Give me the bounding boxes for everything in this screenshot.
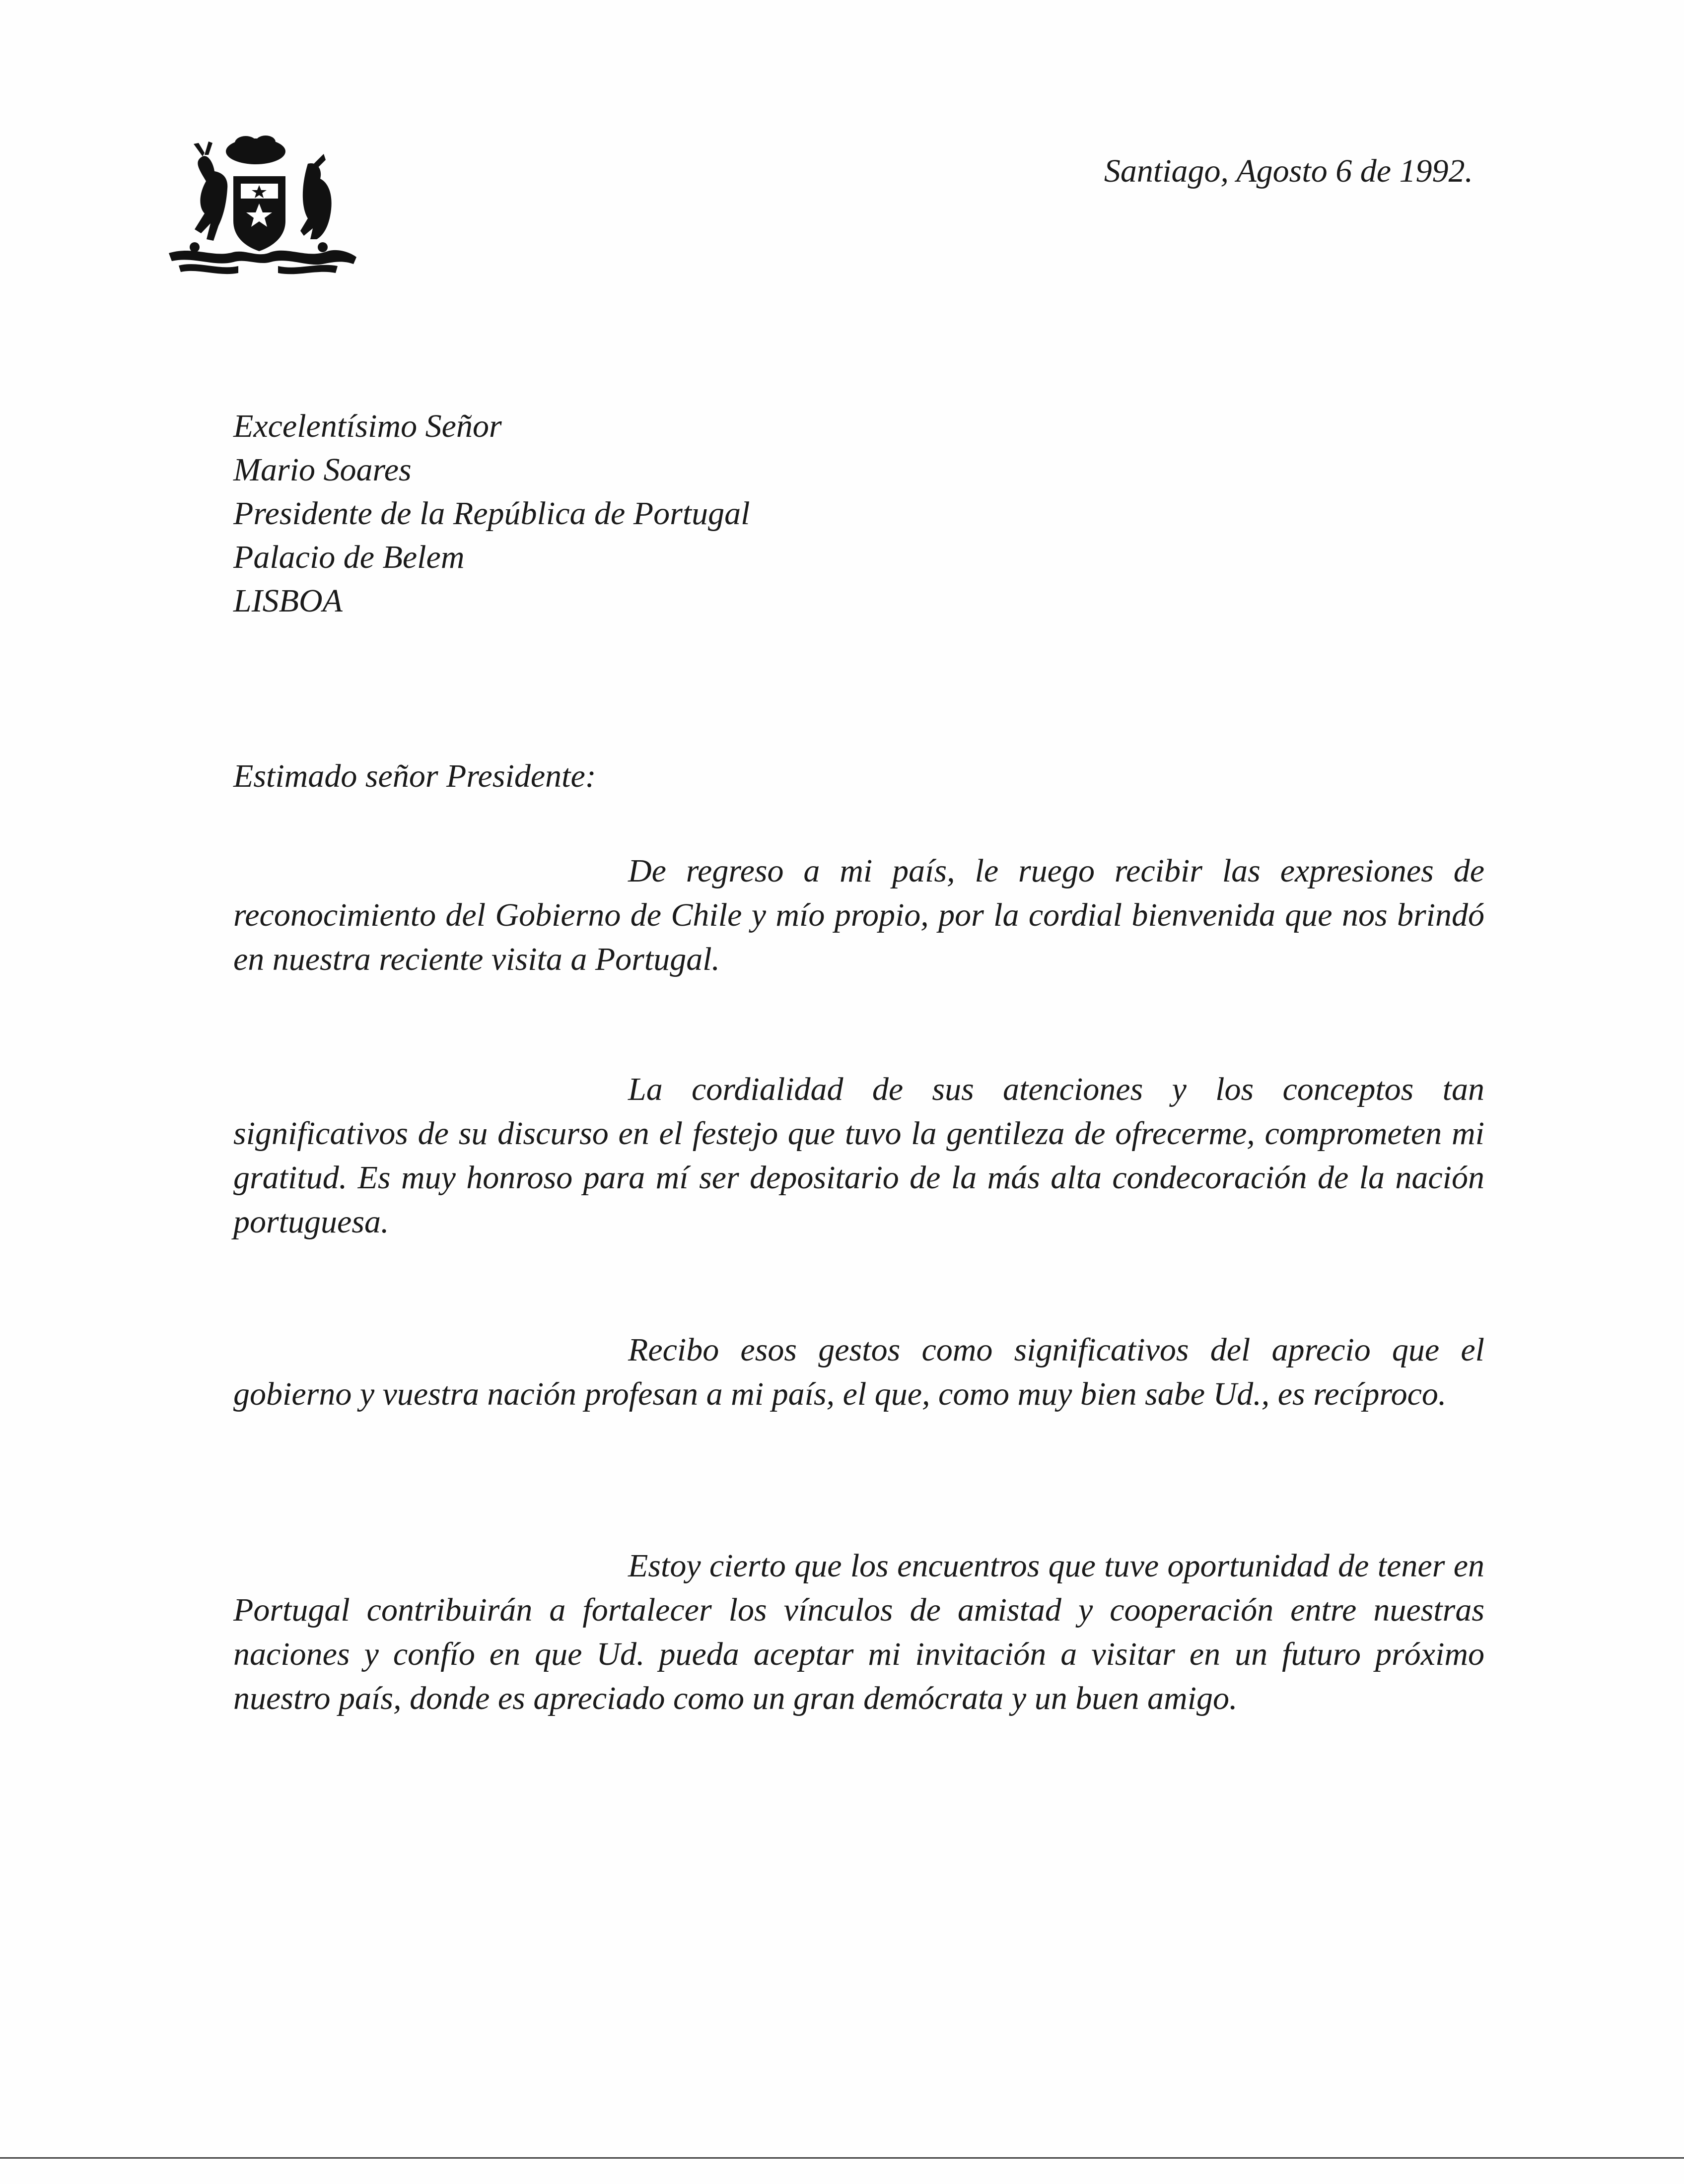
body-paragraph-3: Recibo esos gestos como significativos del aprecio que el gobierno y vuestra nación profesan a mi país, el que, como muy bien sabe Ud., es recíproco. <box>233 1332 1484 1412</box>
addressee-name: Mario Soares <box>233 452 412 488</box>
salutation: Estimado señor Presidente: <box>233 758 596 794</box>
letter-date: Santiago, Agosto 6 de 1992. <box>1104 153 1473 189</box>
addressee-position: Presidente de la República de Portugal <box>233 495 750 532</box>
chile-coat-of-arms-icon <box>159 134 357 283</box>
footer-divider <box>0 2157 1684 2159</box>
addressee-title: Excelentísimo Señor <box>233 408 502 444</box>
body-paragraph-4: Estoy cierto que los encuentros que tuve oportunidad de tener en Portugal contribuirán a fortalecer los vínculos de amistad y cooperación entre nuestras naciones y confío en que Ud. pueda aceptar mi invitación a visitar en un futuro próximo nuestro país, donde es apreciado como un gran demócrata y un buen amigo. <box>233 1548 1484 1716</box>
addressee-city: LISBOA <box>233 583 343 619</box>
body-paragraph-1: De regreso a mi país, le ruego recibir las expresiones de reconocimiento del Gobierno de Chile y mío propio, por la cordial bienvenida que nos brindó en nuestra reciente visita a Portugal. <box>233 853 1484 977</box>
addressee-block <box>233 405 1127 623</box>
addressee-address: Palacio de Belem <box>233 539 465 575</box>
body-paragraph-2: La cordialidad de sus atenciones y los conceptos tan significativos de su discurso en el festejo que tuvo la gentileza de ofrecerme, comprometen mi gratitud. Es muy honroso para mí ser depositario de la más alta condecoración de la nación portuguesa. <box>233 1071 1484 1240</box>
